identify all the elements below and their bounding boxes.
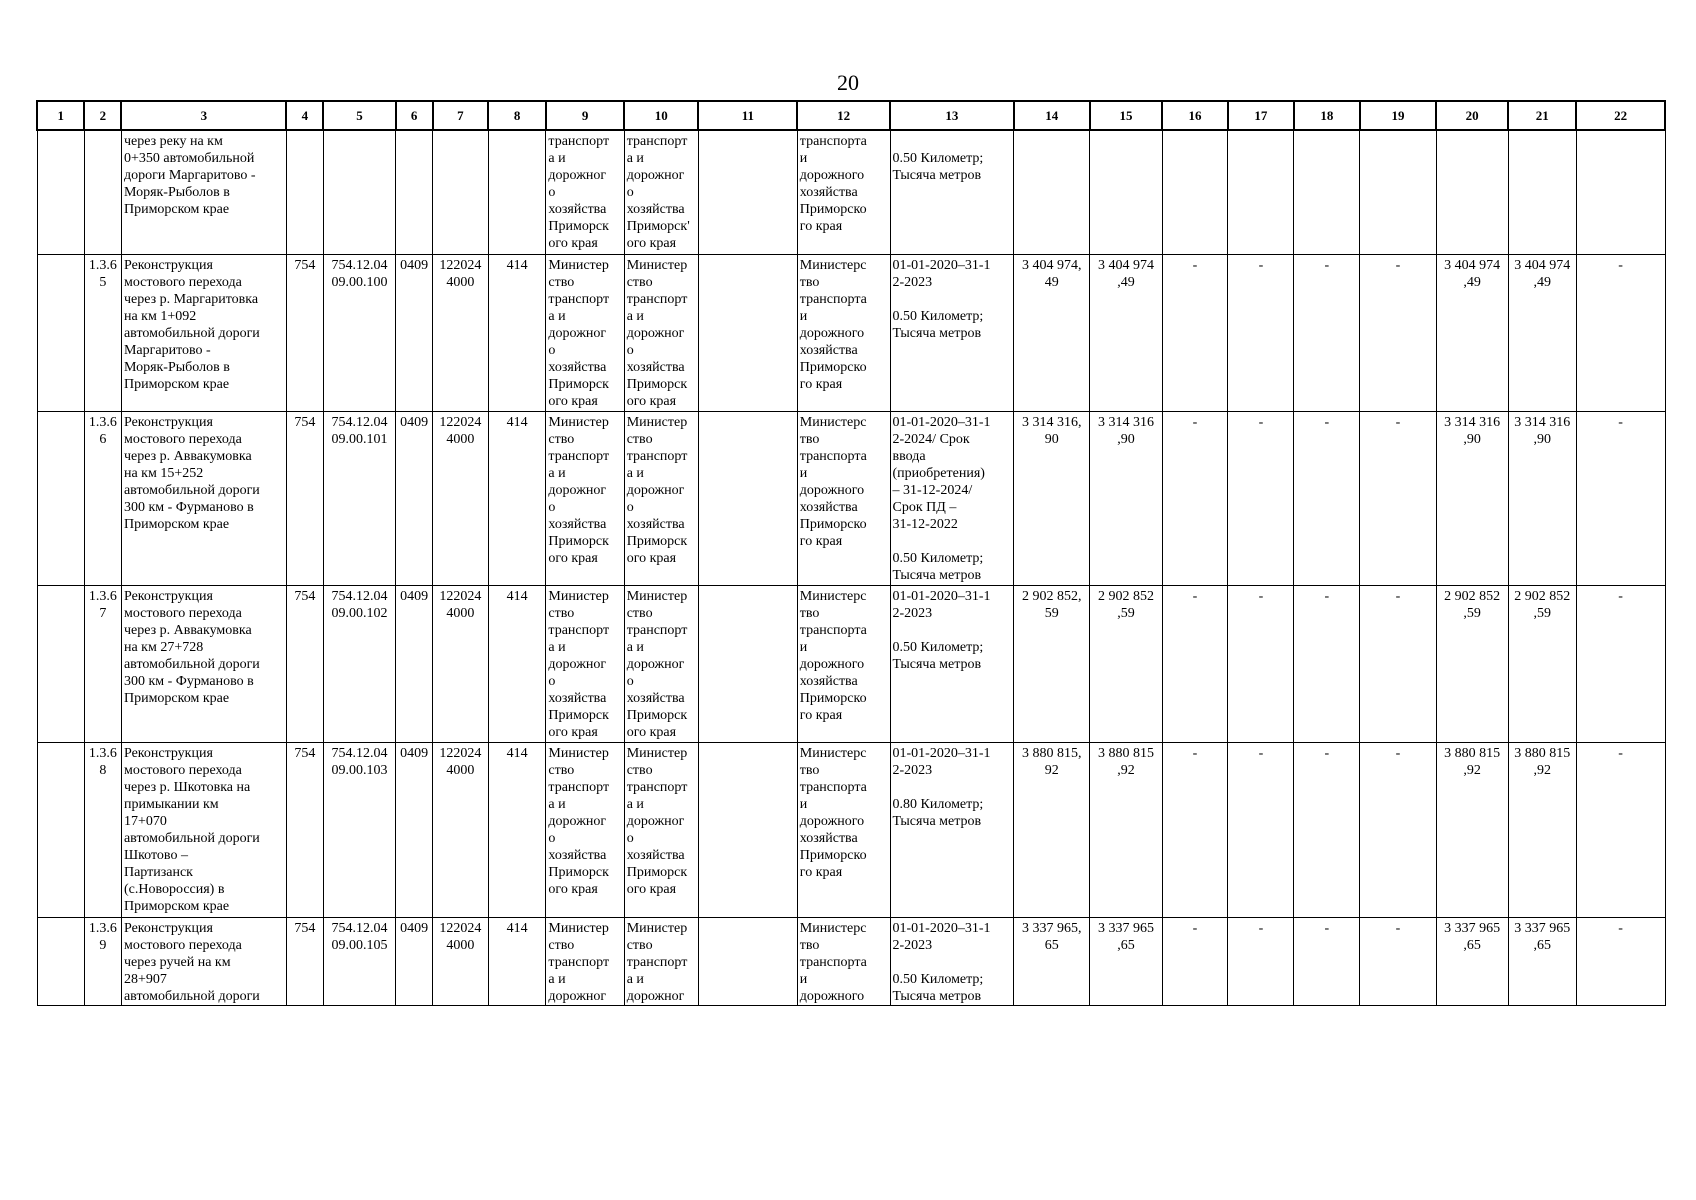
table-cell: - [1576, 411, 1665, 585]
table-cell [698, 130, 797, 254]
table-cell: Реконструкция мостового перехода через р. Шкотовка на примыкании км 17+070 автомобильной дороги Шкотово – Партизанск (с.Новороссия) в Приморском крае [121, 742, 286, 917]
table-cell: транспорта и дорожного хозяйства Приморско го края [797, 130, 890, 254]
table-cell: - [1360, 917, 1436, 1005]
table-row [37, 917, 1665, 1005]
table-body [37, 130, 1665, 1005]
header-cell: 13 [890, 101, 1014, 130]
table-cell: Министерс тво транспорта и дорожного хозяйства Приморско го края [797, 742, 890, 917]
table-cell: 0409 [396, 585, 433, 742]
table-cell: 754.12.04 09.00.100 [323, 254, 395, 411]
table-cell [488, 130, 546, 254]
table-cell: - [1576, 585, 1665, 742]
table-cell: 414 [488, 742, 546, 917]
table-cell [1090, 130, 1162, 254]
table-cell: Министер ство транспорт а и дорожног о хозяйства Приморск ого края [624, 585, 698, 742]
budget-table [36, 100, 1666, 1006]
table-cell: через реку на км 0+350 автомобильной дороги Маргаритово - Моряк-Рыболов в Приморском крае [121, 130, 286, 254]
table-cell: 2 902 852 ,59 [1090, 585, 1162, 742]
table-cell: 754 [286, 411, 323, 585]
table-cell: 3 880 815 ,92 [1090, 742, 1162, 917]
table-cell [698, 585, 797, 742]
table-cell [1014, 130, 1090, 254]
table-cell: - [1360, 742, 1436, 917]
table-row [37, 411, 1665, 585]
table-cell: 122024 4000 [433, 411, 489, 585]
table-cell: 0.50 Километр; Тысяча метров [890, 130, 1014, 254]
table-cell [84, 130, 121, 254]
table-cell: 3 404 974, 49 [1014, 254, 1090, 411]
table-cell: 754.12.04 09.00.103 [323, 742, 395, 917]
table-cell: Министер ство транспорт а и дорожног [546, 917, 624, 1005]
table-cell [1228, 130, 1294, 254]
table-cell: Министер ство транспорт а и дорожног о хозяйства Приморск ого края [624, 742, 698, 917]
table-cell [698, 917, 797, 1005]
table-cell: 414 [488, 585, 546, 742]
table-cell: 1.3.65 [84, 254, 121, 411]
table-cell: - [1360, 585, 1436, 742]
table-cell: - [1576, 917, 1665, 1005]
table-cell: 3 404 974 ,49 [1436, 254, 1508, 411]
header-cell: 17 [1228, 101, 1294, 130]
header-cell: 2 [84, 101, 121, 130]
header-cell: 11 [698, 101, 797, 130]
table-cell [1360, 130, 1436, 254]
table-cell: Министерс тво транспорта и дорожного хозяйства Приморско го края [797, 254, 890, 411]
header-cell: 22 [1576, 101, 1665, 130]
table-cell: 3 314 316, 90 [1014, 411, 1090, 585]
table-cell [1508, 130, 1576, 254]
table-cell: - [1294, 411, 1360, 585]
header-cell: 5 [323, 101, 395, 130]
header-cell: 7 [433, 101, 489, 130]
table-cell: 3 337 965, 65 [1014, 917, 1090, 1005]
table-cell [37, 585, 84, 742]
table-cell: - [1228, 254, 1294, 411]
table-cell [698, 411, 797, 585]
table-cell: 414 [488, 254, 546, 411]
table-cell: 2 902 852 ,59 [1436, 585, 1508, 742]
table-cell [37, 254, 84, 411]
table-cell: Министерс тво транспорта и дорожного хозяйства Приморско го края [797, 585, 890, 742]
table-cell: 01-01-2020–31-1 2-2023 0.50 Километр; Тысяча метров [890, 917, 1014, 1005]
table-cell: Министерс тво транспорта и дорожного хозяйства Приморско го края [797, 411, 890, 585]
table-cell [698, 254, 797, 411]
table-cell: 01-01-2020–31-1 2-2024/ Срок ввода (приобретения) – 31-12-2024/ Срок ПД – 31-12-2022 0.50 Километр; Тысяча метров [890, 411, 1014, 585]
table-cell: транспорт а и дорожног о хозяйства Приморск' ого края [624, 130, 698, 254]
table-cell: - [1162, 917, 1228, 1005]
header-cell: 14 [1014, 101, 1090, 130]
table-cell [1436, 130, 1508, 254]
table-cell: 414 [488, 917, 546, 1005]
table-cell: 122024 4000 [433, 254, 489, 411]
table-row [37, 585, 1665, 742]
table-cell: - [1228, 411, 1294, 585]
table-cell [323, 130, 395, 254]
table-cell: 122024 4000 [433, 585, 489, 742]
table-cell: 3 404 974 ,49 [1090, 254, 1162, 411]
table-cell: - [1162, 411, 1228, 585]
header-cell: 16 [1162, 101, 1228, 130]
table-cell [698, 742, 797, 917]
header-cell: 12 [797, 101, 890, 130]
table-cell: - [1228, 742, 1294, 917]
header-cell: 6 [396, 101, 433, 130]
table-cell: 3 337 965 ,65 [1508, 917, 1576, 1005]
table-cell: 1.3.66 [84, 411, 121, 585]
table-cell: Министер ство транспорт а и дорожног [624, 917, 698, 1005]
table-cell [433, 130, 489, 254]
table-cell: 0409 [396, 254, 433, 411]
table-cell: - [1162, 742, 1228, 917]
table-cell [1294, 130, 1360, 254]
table-cell: 3 337 965 ,65 [1090, 917, 1162, 1005]
table-cell: - [1294, 585, 1360, 742]
table-cell: 1.3.67 [84, 585, 121, 742]
table-cell: 01-01-2020–31-1 2-2023 0.80 Километр; Тысяча метров [890, 742, 1014, 917]
table-cell: 754 [286, 585, 323, 742]
table-cell [396, 130, 433, 254]
page-number: 20 [837, 70, 859, 95]
table-cell: - [1228, 585, 1294, 742]
header-cell: 15 [1090, 101, 1162, 130]
table-cell: 2 902 852, 59 [1014, 585, 1090, 742]
table-cell: 3 404 974 ,49 [1508, 254, 1576, 411]
table-cell: 1.3.69 [84, 917, 121, 1005]
table-cell: 2 902 852 ,59 [1508, 585, 1576, 742]
table-cell: Реконструкция мостового перехода через р. Аввакумовка на км 27+728 автомобильной дороги 300 км - Фурманово в Приморском крае [121, 585, 286, 742]
table-cell: - [1228, 917, 1294, 1005]
header-cell: 3 [121, 101, 286, 130]
header-cell: 10 [624, 101, 698, 130]
table-cell: 01-01-2020–31-1 2-2023 0.50 Километр; Тысяча метров [890, 254, 1014, 411]
table-cell: 0409 [396, 917, 433, 1005]
table-cell: Министерс тво транспорта и дорожного [797, 917, 890, 1005]
table-cell [37, 917, 84, 1005]
header-cell: 4 [286, 101, 323, 130]
header-cell: 19 [1360, 101, 1436, 130]
table-row [37, 742, 1665, 917]
table-cell: Министер ство транспорт а и дорожног о хозяйства Приморск ого края [546, 585, 624, 742]
table-cell: 122024 4000 [433, 917, 489, 1005]
table-cell: 754 [286, 254, 323, 411]
table-cell: 414 [488, 411, 546, 585]
header-cell: 18 [1294, 101, 1360, 130]
table-cell: 0409 [396, 411, 433, 585]
table-cell: 754 [286, 742, 323, 917]
header-row [37, 101, 1665, 130]
table-cell: - [1360, 254, 1436, 411]
table-cell: Министер ство транспорт а и дорожног о хозяйства Приморск ого края [624, 254, 698, 411]
table-cell: 754.12.04 09.00.102 [323, 585, 395, 742]
table-cell [1576, 130, 1665, 254]
table-cell: 3 314 316 ,90 [1436, 411, 1508, 585]
table-cell: - [1294, 917, 1360, 1005]
table-cell: - [1576, 254, 1665, 411]
table-cell: 3 880 815 ,92 [1436, 742, 1508, 917]
table-cell [1162, 130, 1228, 254]
table-cell: Министер ство транспорт а и дорожног о хозяйства Приморск ого края [546, 254, 624, 411]
table-cell: 0409 [396, 742, 433, 917]
table-cell: 1.3.68 [84, 742, 121, 917]
table-cell: Реконструкция мостового перехода через ручей на км 28+907 автомобильной дороги [121, 917, 286, 1005]
table-cell [37, 130, 84, 254]
table-cell: 01-01-2020–31-1 2-2023 0.50 Километр; Тысяча метров [890, 585, 1014, 742]
table-cell: - [1162, 254, 1228, 411]
table-cell: 754.12.04 09.00.101 [323, 411, 395, 585]
table-cell: 3 880 815 ,92 [1508, 742, 1576, 917]
table-cell [37, 742, 84, 917]
table-cell: - [1294, 254, 1360, 411]
header-cell: 20 [1436, 101, 1508, 130]
table-cell: - [1162, 585, 1228, 742]
table-cell: - [1576, 742, 1665, 917]
table-cell: 122024 4000 [433, 742, 489, 917]
table-cell: 3 314 316 ,90 [1508, 411, 1576, 585]
table-cell: 754.12.04 09.00.105 [323, 917, 395, 1005]
table-row [37, 254, 1665, 411]
table-cell: - [1360, 411, 1436, 585]
header-cell: 1 [37, 101, 84, 130]
table-cell: транспорт а и дорожног о хозяйства Приморск ого края [546, 130, 624, 254]
header-cell: 9 [546, 101, 624, 130]
table-cell: 3 880 815, 92 [1014, 742, 1090, 917]
table-cell: - [1294, 742, 1360, 917]
table-cell [37, 411, 84, 585]
table-cell: 3 314 316 ,90 [1090, 411, 1162, 585]
table-row [37, 130, 1665, 254]
header-cell: 21 [1508, 101, 1576, 130]
table-cell: Министер ство транспорт а и дорожног о хозяйства Приморск ого края [624, 411, 698, 585]
table-cell: Министер ство транспорт а и дорожног о хозяйства Приморск ого края [546, 411, 624, 585]
table-cell [286, 130, 323, 254]
header-cell: 8 [488, 101, 546, 130]
table-cell: Министер ство транспорт а и дорожног о хозяйства Приморск ого края [546, 742, 624, 917]
table-cell: 3 337 965 ,65 [1436, 917, 1508, 1005]
table-cell: Реконструкция мостового перехода через р. Маргаритовка на км 1+092 автомобильной дороги Маргаритово - Моряк-Рыболов в Приморском крае [121, 254, 286, 411]
table-cell: 754 [286, 917, 323, 1005]
table-cell: Реконструкция мостового перехода через р. Аввакумовка на км 15+252 автомобильной дороги 300 км - Фурманово в Приморском крае [121, 411, 286, 585]
